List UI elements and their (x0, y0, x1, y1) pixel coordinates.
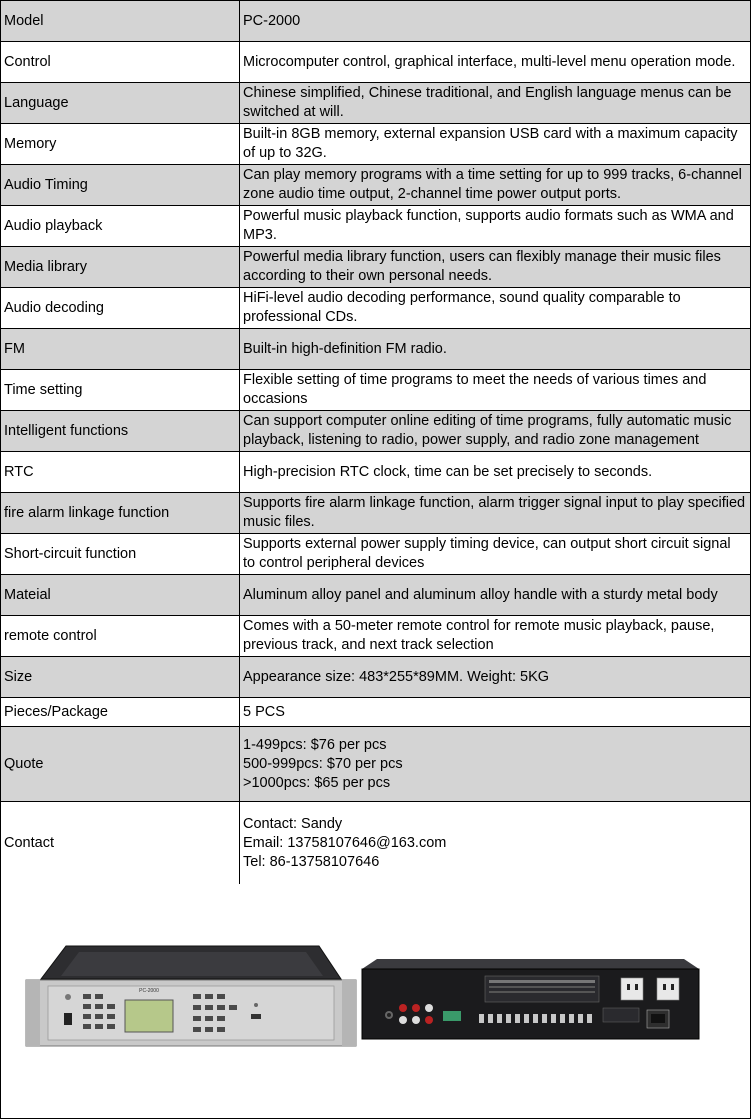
spec-row (1, 698, 751, 727)
spec-value-line: switched at will. (243, 104, 344, 120)
spec-row (1, 288, 751, 329)
spec-value-line: Contact: Sandy (243, 816, 343, 832)
spec-table-body (1, 1, 751, 886)
spec-row (1, 493, 751, 534)
spec-value-line: PC-2000 (243, 12, 301, 29)
spec-value-line: Supports external power supply timing device, can output short circuit signal (243, 536, 731, 552)
spec-value-line: professional CDs. (243, 309, 358, 325)
spec-value-line: Powerful music playback function, supports audio formats such as WMA and (243, 208, 734, 224)
spec-label: Mateial (1, 575, 240, 616)
spec-value-line: Supports fire alarm linkage function, alarm trigger signal input to play specified (243, 495, 746, 511)
spec-row (1, 657, 751, 698)
spec-label: Short-circuit function (1, 534, 240, 575)
spec-value-line: music files. (243, 514, 315, 530)
spec-label: FM (1, 329, 240, 370)
spec-value-line: Comes with a 50-meter remote control for remote music playback, pause, (243, 618, 715, 634)
spec-label: Time setting (1, 370, 240, 411)
spec-row (1, 124, 751, 165)
spec-value (240, 452, 751, 493)
spec-row (1, 411, 751, 452)
product-photo-area (0, 884, 751, 1119)
spec-value-line: Can support computer online editing of time programs, fully automatic music (243, 413, 732, 429)
spec-value (240, 616, 751, 657)
spec-row (1, 329, 751, 370)
spec-value-line: Email: 13758107646@163.com (243, 835, 447, 851)
spec-value-line: 1-499pcs: $76 per pcs (243, 736, 387, 753)
front-panel-image (26, 946, 356, 1046)
spec-label: Intelligent functions (1, 411, 240, 452)
spec-value-line: Powerful media library function, users can flexibly manage their music files (243, 249, 721, 265)
spec-value-line: Can play memory programs with a time setting for up to 999 tracks, 6-channel (243, 167, 742, 183)
spec-value-line: according to their own personal needs. (243, 268, 493, 284)
front-panel-model-badge: PC-2000 (139, 988, 159, 994)
spec-value (240, 802, 751, 886)
spec-label: Size (1, 657, 240, 698)
spec-row (1, 727, 751, 802)
spec-row (1, 575, 751, 616)
spec-label: Language (1, 83, 240, 124)
spec-value (240, 370, 751, 411)
spec-value-line: >1000pcs: $65 per pcs (243, 774, 391, 791)
spec-value-line: HiFi-level audio decoding performance, sound quality comparable to (243, 290, 681, 306)
spec-value-line: Built-in 8GB memory, external expansion USB card with a maximum capacity (243, 126, 738, 142)
spec-value (240, 165, 751, 206)
spec-value (240, 247, 751, 288)
spec-value-line: playback, listening to radio, power supply, and radio zone management (243, 432, 699, 448)
spec-value-line: Aluminum alloy panel and aluminum alloy handle with a sturdy metal body (243, 586, 718, 603)
spec-value-line: Tel: 86-13758107646 (243, 854, 380, 870)
spec-value (240, 124, 751, 165)
spec-label: Control (1, 42, 240, 83)
spec-row (1, 42, 751, 83)
spec-row (1, 452, 751, 493)
spec-label: Contact (1, 802, 240, 886)
spec-label: Pieces/Package (1, 698, 240, 727)
spec-value-line: Flexible setting of time programs to meet the needs of various times and (243, 372, 707, 388)
spec-value (240, 329, 751, 370)
spec-value (240, 727, 751, 802)
spec-label: Model (1, 1, 240, 42)
spec-row (1, 802, 751, 886)
spec-label: Media library (1, 247, 240, 288)
spec-value-line: High-precision RTC clock, time can be set precisely to seconds. (243, 463, 653, 480)
spec-row (1, 370, 751, 411)
spec-row (1, 165, 751, 206)
spec-value (240, 83, 751, 124)
spec-value-line: Chinese simplified, Chinese traditional, and English language menus can be (243, 85, 732, 101)
spec-value (240, 657, 751, 698)
spec-value-line: zone audio time output, 2-channel time power output ports. (243, 186, 622, 202)
spec-row (1, 616, 751, 657)
spec-row (1, 247, 751, 288)
spec-row (1, 206, 751, 247)
spec-label: remote control (1, 616, 240, 657)
spec-value-line: of up to 32G. (243, 145, 327, 161)
spec-row (1, 534, 751, 575)
spec-label: Quote (1, 727, 240, 802)
spec-value-line: Built-in high-definition FM radio. (243, 340, 447, 357)
spec-row (1, 1, 751, 42)
spec-row (1, 83, 751, 124)
spec-value (240, 698, 751, 727)
spec-value-line: Microcomputer control, graphical interface, multi-level menu operation mode. (243, 53, 736, 70)
spec-label: fire alarm linkage function (1, 493, 240, 534)
spec-value-line: 5 PCS (243, 703, 285, 720)
product-images (1, 884, 751, 1119)
spec-label: Audio playback (1, 206, 240, 247)
spec-value-line: to control peripheral devices (243, 555, 425, 571)
spec-label: Memory (1, 124, 240, 165)
spec-value (240, 411, 751, 452)
spec-value (240, 493, 751, 534)
spec-value-line: Appearance size: 483*255*89MM. Weight: 5KG (243, 668, 550, 685)
spec-label: Audio decoding (1, 288, 240, 329)
spec-value-line: MP3. (243, 227, 277, 243)
spec-value-line: previous track, and next track selection (243, 637, 494, 653)
spec-value (240, 206, 751, 247)
spec-value (240, 534, 751, 575)
spec-value-line: occasions (243, 391, 308, 407)
spec-value (240, 288, 751, 329)
spec-label: Audio Timing (1, 165, 240, 206)
spec-value (240, 575, 751, 616)
spec-value (240, 42, 751, 83)
rear-panel-image (362, 959, 699, 1039)
spec-value-line: 500-999pcs: $70 per pcs (243, 755, 403, 772)
spec-label: RTC (1, 452, 240, 493)
spec-value (240, 1, 751, 42)
